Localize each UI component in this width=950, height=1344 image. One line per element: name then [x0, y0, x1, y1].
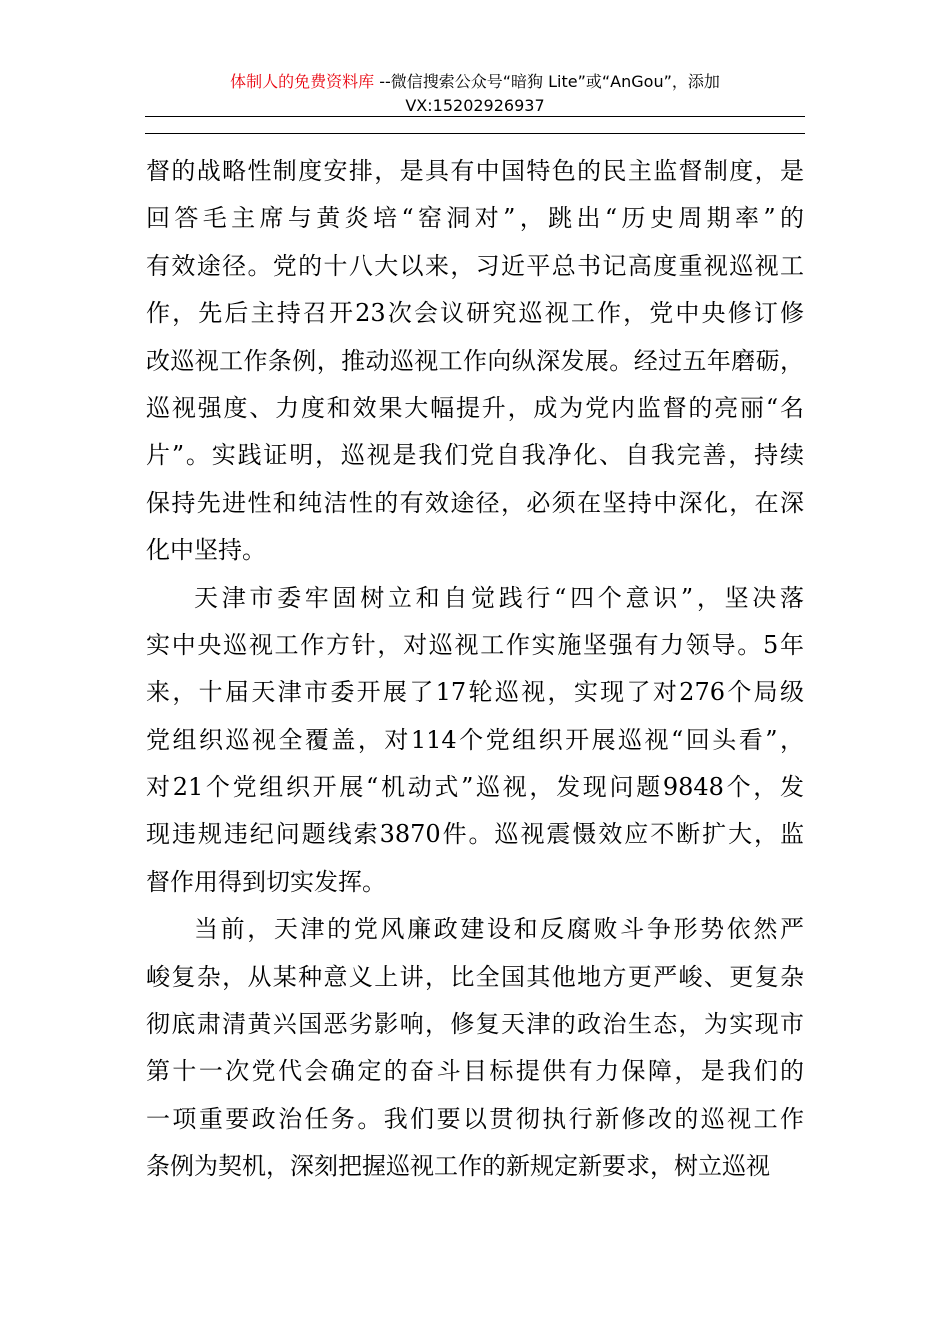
text-line: 有效途径。党的十八大以来，习近平总书记高度重视巡视工 — [146, 251, 804, 280]
paragraph — [146, 906, 804, 1190]
text-line: 督的战略性制度安排，是具有中国特色的民主监督制度，是 — [146, 157, 804, 185]
header-note: --微信搜索公众号“暗狗 Lite”或“AnGou”，添加 — [374, 72, 720, 91]
text-line: 天津市委牢固树立和自觉践行“四个意识”，坚决落 — [194, 583, 804, 612]
text-line: 作，先后主持召开23次会议研究巡视工作，党中央修订修 — [146, 299, 804, 328]
header-divider-top — [145, 116, 805, 117]
text-line: 一项重要政治任务。我们要以贯彻执行新修改的巡视工作 — [146, 1104, 804, 1133]
text-line: 改巡视工作条例，推动巡视工作向纵深发展。经过五年磨砺， — [146, 346, 804, 375]
document-body — [146, 148, 804, 1191]
text-line: 回答毛主席与黄炎培“窑洞对”，跳出“历史周期率”的 — [146, 204, 804, 233]
paragraph — [146, 575, 804, 907]
text-line: 对21个党组织开展“机动式”巡视，发现问题9848个，发 — [146, 773, 804, 802]
header-line-1 — [145, 70, 805, 94]
text-line: 督作用得到切实发挥。 — [146, 867, 386, 896]
text-line: 当前，天津的党风廉政建设和反腐败斗争形势依然严 — [194, 915, 804, 944]
text-line: 来，十届天津市委开展了17轮巡视，实现了对276个局级 — [146, 678, 804, 707]
paragraph — [146, 148, 804, 575]
text-line: 峻复杂，从某种意义上讲，比全国其他地方更严峻、更复杂 — [146, 962, 804, 991]
text-line: 现违规违纪问题线索3870件。巡视震慑效应不断扩大，监 — [146, 820, 804, 849]
header-brand: 体制人的免费资料库 — [230, 72, 375, 91]
text-line: 巡视强度、力度和效果大幅提升，成为党内监督的亮丽“名 — [146, 393, 804, 422]
text-line: 第十一次党代会确定的奋斗目标提供有力保障，是我们的 — [146, 1057, 804, 1086]
text-line: 片”。实践证明，巡视是我们党自我净化、自我完善，持续 — [146, 441, 804, 470]
text-line: 保持先进性和纯洁性的有效途径，必须在坚持中深化，在深 — [146, 488, 804, 517]
header-contact: VX:15202926937 — [405, 96, 545, 115]
page-header — [145, 70, 805, 118]
text-line: 彻底肃清黄兴国恶劣影响，修复天津的政治生态，为实现市 — [146, 1010, 804, 1039]
text-line: 党组织巡视全覆盖，对114个党组织开展巡视“回头看”， — [146, 725, 804, 754]
header-divider-bottom — [145, 133, 805, 134]
text-line: 条例为契机，深刻把握巡视工作的新规定新要求，树立巡视 — [146, 1152, 770, 1181]
text-line: 实中央巡视工作方针，对巡视工作实施坚强有力领导。5年 — [146, 630, 804, 659]
text-line: 化中坚持。 — [146, 536, 266, 565]
